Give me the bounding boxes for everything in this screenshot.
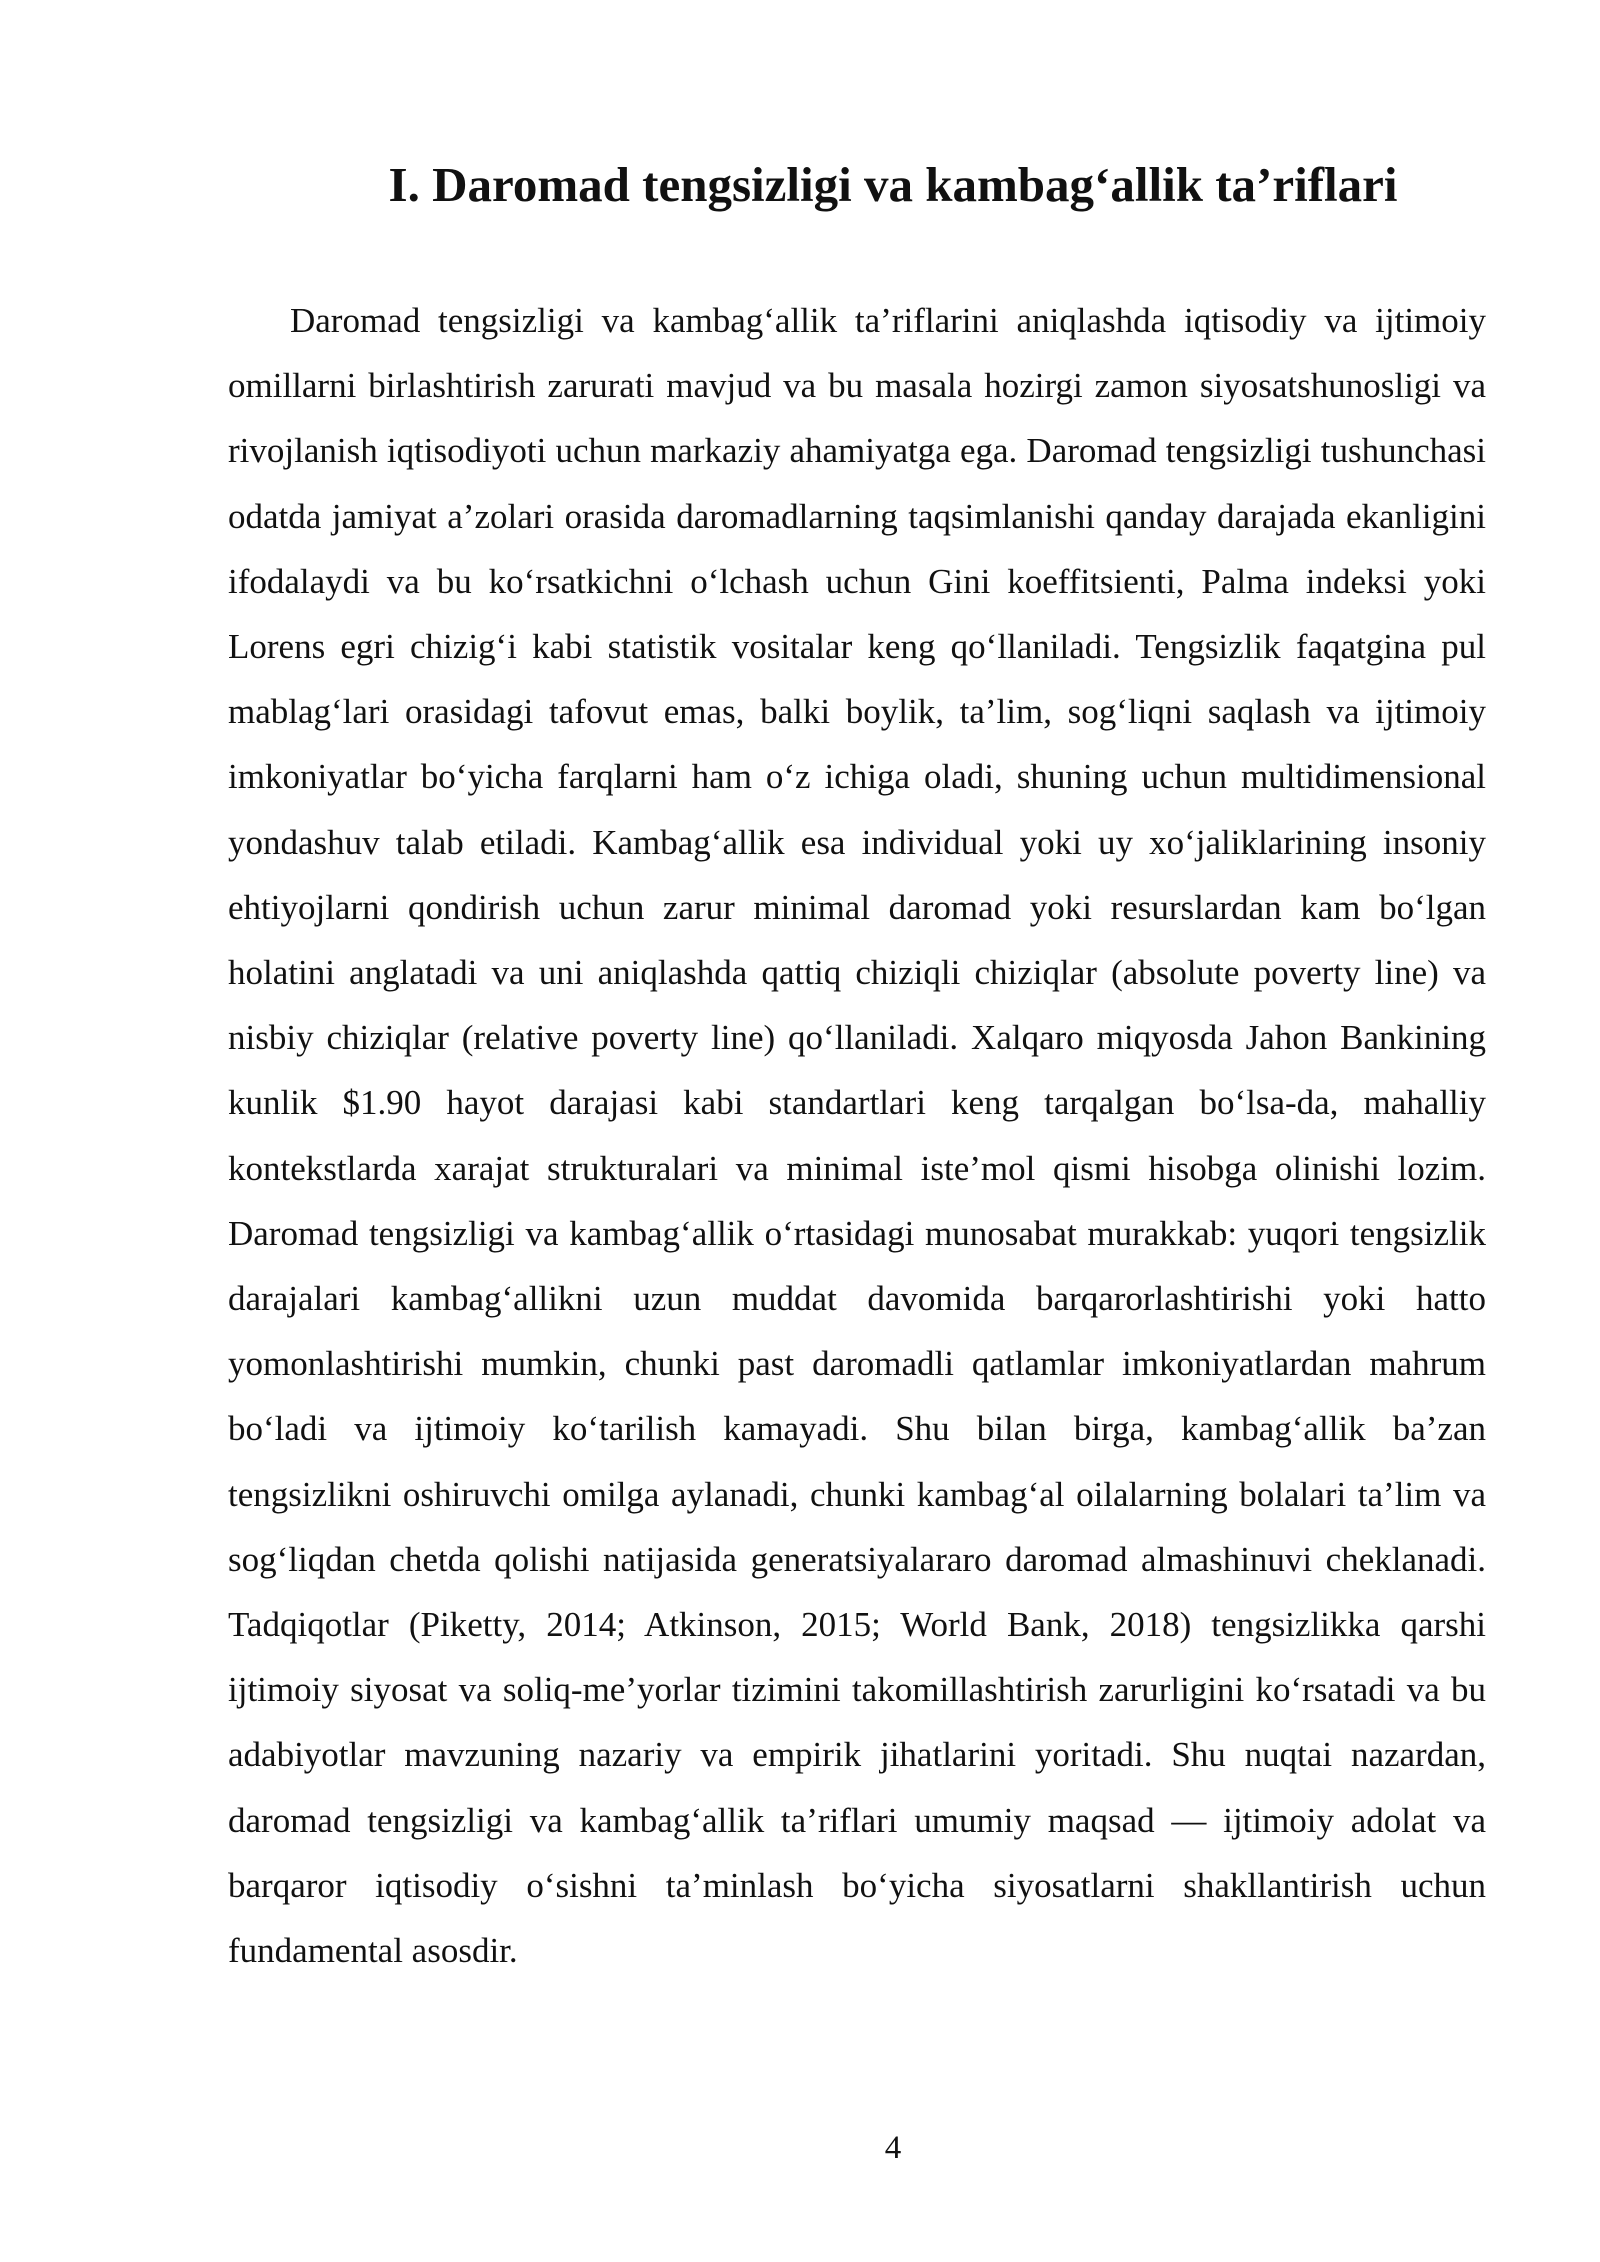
body-paragraph: Daromad tengsizligi va kambag‘allik ta’riflarini aniqlashda iqtisodiy va ijtimoiy omillarni birlashtirish zarurati mavjud va bu masala hozirgi zamon siyosatshunosligi va rivojlanish iqtisodiyoti uchun markaziy ahamiyatga ega. Daromad tengsizligi tushunchasi odatda jamiyat a’zolari orasida daromadlarning taqsimlanishi qanday darajada ekanligini ifodalaydi va bu ko‘rsatkichni o‘lchash uchun Gini koeffitsienti, Palma indeksi yoki Lorens egri chizig‘i kabi statistik vositalar keng qo‘llaniladi. Tengsizlik faqatgina pul mablag‘lari orasidagi tafovut emas, balki boylik, ta’lim, sog‘liqni saqlash va ijtimoiy imkoniyatlar bo‘yicha farqlarni ham o‘z ichiga oladi, shuning uchun multidimensional yondashuv talab etiladi. Kambag‘allik esa individual yoki uy xo‘jaliklarining insoniy ehtiyojlarni qondirish uchun zarur minimal daromad yoki resurslardan kam bo‘lgan holatini anglatadi va uni aniqlashda qattiq chiziqli chiziqlar (absolute poverty line) va nisbiy chiziqlar (relative poverty line) qo‘llaniladi. Xalqaro miqyosda Jahon Bankining kunlik $1.90 hayot darajasi kabi standartlari keng tarqalgan bo‘lsa-da, mahalliy kontekstlarda xarajat strukturalari va minimal iste’mol qismi hisobga olinishi lozim. Daromad tengsizligi va kambag‘allik o‘rtasidagi munosabat murakkab: yuqori tengsizlik darajalari kambag‘allikni uzun muddat davomida barqarorlashtirishi yoki hatto yomonlashtirishi mumkin, chunki past daromadli qatlamlar imkoniyatlardan mahrum bo‘ladi va ijtimoiy ko‘tarilish kamayadi. Shu bilan birga, kambag‘allik ba’zan tengsizlikni oshiruvchi omilga aylanadi, chunki kambag‘al oilalarning bolalari ta’lim va sog‘liqdan chetda qolishi natijasida generatsiyalararo daromad almashinuvi cheklanadi. Tadqiqotlar (Piketty, 2014; Atkinson, 2015; World Bank, 2018) tengsizlikka qarshi ijtimoiy siyosat va soliq-me’yorlar tizimini takomillashtirish zarurligini ko‘rsatadi va bu adabiyotlar mavzuning nazariy va empirik jihatlarini yoritadi. Shu nuqtai nazardan, daromad tengsizligi va kambag‘allik ta’riflari umumiy maqsad — ijtimoiy adolat va barqaror iqtisodiy o‘sishni ta’minlash bo‘yicha siyosatlarni shakllantirish uchun fundamental asosdir. [228,301,1486,1971]
section-title: I. Daromad tengsizligi va kambag‘allik ta’riflari [388,157,1398,212]
page-number: 4 [884,2130,902,2166]
